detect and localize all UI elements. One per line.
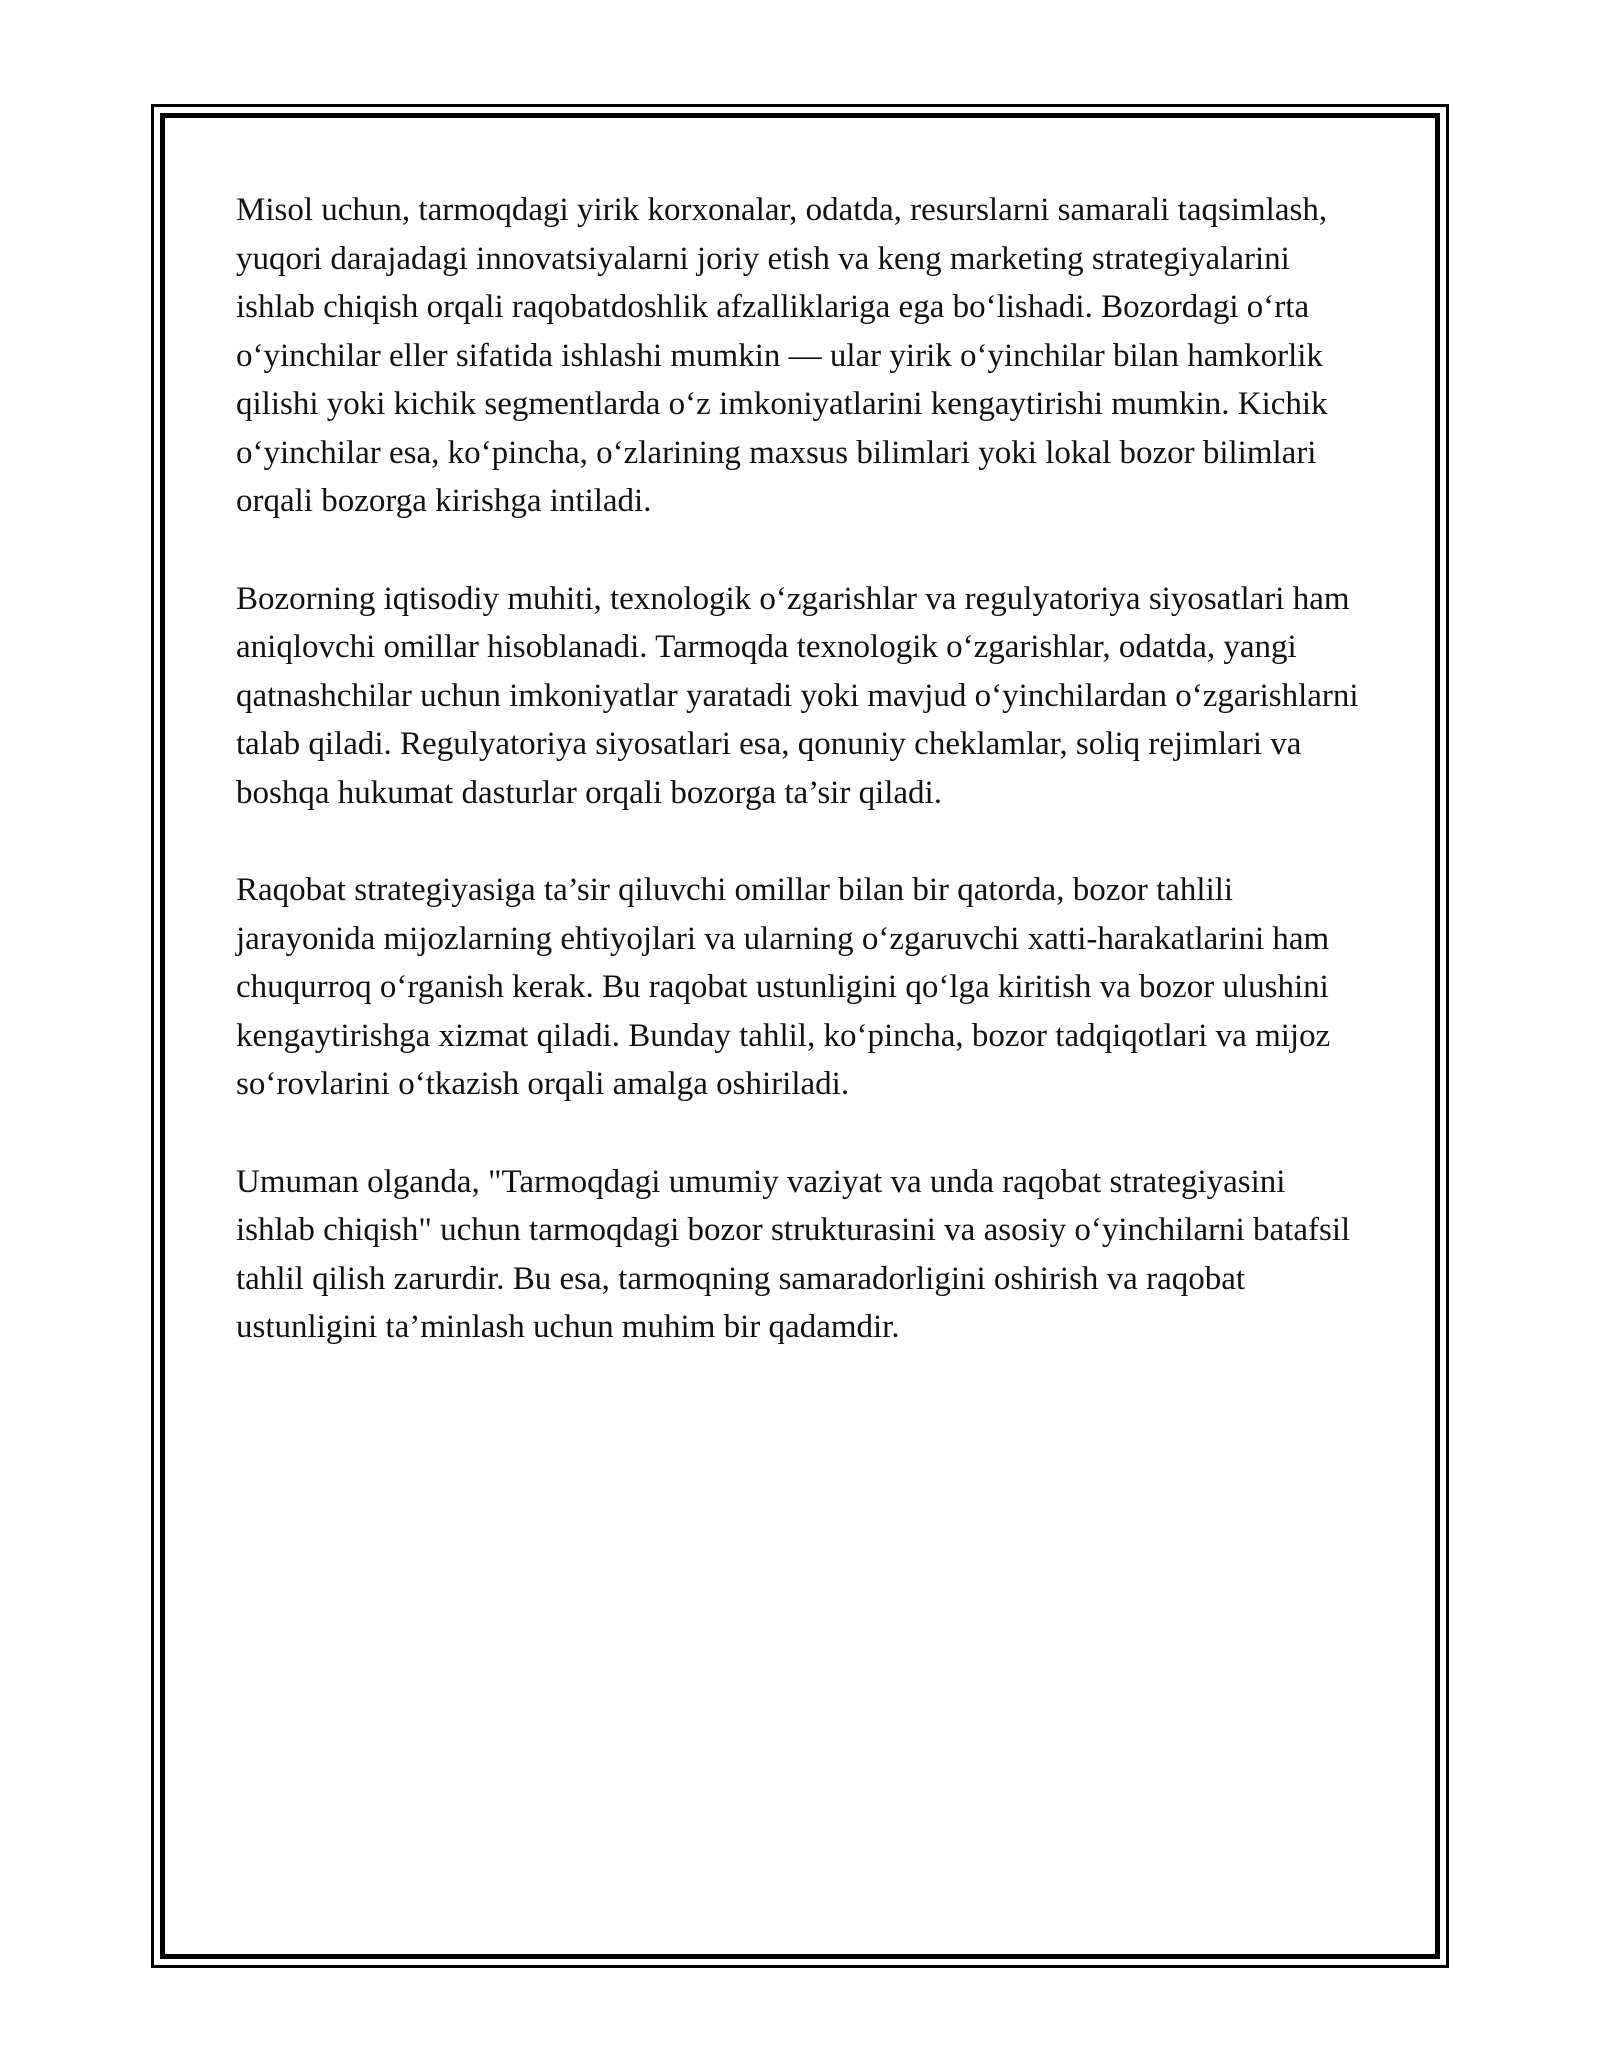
- document-body: [236, 186, 1366, 1401]
- paragraph-3: Raqobat strategiyasiga ta’sir qiluvchi omillar bilan bir qatorda, bozor tahlili jarayonida mijozlarning ehtiyojlari va ularning o‘zgaruvchi xatti-harakatlarini ham chuqurroq o‘rganish kerak. Bu raqobat ustunligini qo‘lga kiritish va bozor ulushini kengaytirishga xizmat qiladi. Bunday tahlil, ko‘pincha, bozor tadqiqotlari va mijoz so‘rovlarini o‘tkazish orqali amalga oshiriladi.: [236, 872, 1331, 1102]
- paragraph-1: Misol uchun, tarmoqdagi yirik korxonalar, odatda, resurslarni samarali taqsimlash, yuqori darajadagi innovatsiyalarni joriy etish va keng marketing strategiyalarini ishlab chiqish orqali raqobatdoshlik afzalliklariga ega bo‘lishadi. Bozordagi o‘rta o‘yinchilar eller sifatida ishlashi mumkin — ular yirik o‘yinchilar bilan hamkorlik qilishi yoki kichik segmentlarda o‘z imkoniyatlarini kengaytirishi mumkin. Kichik o‘yinchilar esa, ko‘pincha, o‘zlarining maxsus bilimlari yoki lokal bozor bilimlari orqali bozorga kirishga intiladi.: [236, 192, 1328, 519]
- paragraph-2: Bozorning iqtisodiy muhiti, texnologik o‘zgarishlar va regulyatoriya siyosatlari ham aniqlovchi omillar hisoblanadi. Tarmoqda texnologik o‘zgarishlar, odatda, yangi qatnashchilar uchun imkoniyatlar yaratadi yoki mavjud o‘yinchilardan o‘zgarishlarni talab qiladi. Regulyatoriya siyosatlari esa, qonuniy cheklamlar, soliq rejimlari va boshqa hukumat dasturlar orqali bozorga ta’sir qiladi.: [236, 580, 1359, 811]
- paragraph-4: Umuman olganda, "Tarmoqdagi umumiy vaziyat va unda raqobat strategiyasini ishlab chiqish" uchun tarmoqdagi bozor strukturasini va asosiy o‘yinchilarni batafsil tahlil qilish zarurdir. Bu esa, tarmoqning samaradorligini oshirish va raqobat ustunligini ta’minlash uchun muhim bir qadamdir.: [236, 1163, 1351, 1345]
